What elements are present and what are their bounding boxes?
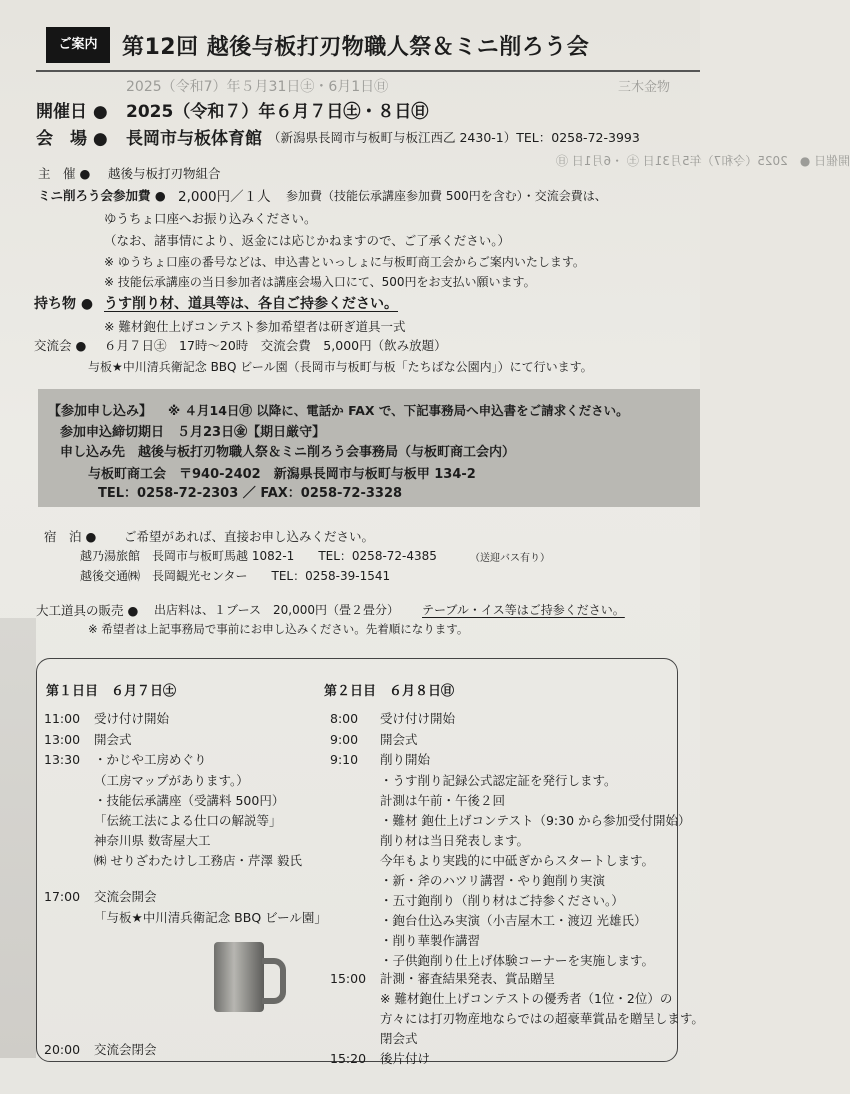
schedule-text: ・難材 鉋仕上げコンテスト（9:30 から参加受付開始） bbox=[380, 813, 691, 828]
schedule-row bbox=[330, 831, 529, 849]
bring-value: うす削り材、道具等は、各自ご持参ください。 bbox=[104, 296, 398, 312]
stay-inn-1: 越乃湯旅館 長岡市与板町馬越 1082-1 TEL：0258-72-4385 bbox=[80, 549, 437, 563]
stay-intro: ご希望があれば、直接お申し込みください。 bbox=[124, 529, 375, 544]
schedule-text: 開会式 bbox=[94, 732, 132, 747]
date-value: 2025（令和７）年６月７日㊏・８日㊐ bbox=[126, 102, 429, 122]
fee-line-4: ※ 技能伝承講座の当日参加者は講座会場入口にて、500円をお支払い願います。 bbox=[104, 275, 536, 289]
schedule-text: 受け付け開始 bbox=[94, 711, 170, 726]
schedule-row bbox=[44, 791, 284, 809]
schedule-time: 17:00 bbox=[44, 889, 81, 904]
schedule-row bbox=[330, 951, 654, 969]
venue-label: 会 場 ● bbox=[36, 124, 108, 149]
tools-sale-label: 大工道具の販売 ● bbox=[36, 601, 138, 619]
fee-line-3: ※ ゆうちょ口座の番号などは、申込書といっしょに与板町商工会からご案内いたします。 bbox=[104, 255, 585, 269]
schedule-text: 削り材は当日発表します。 bbox=[380, 833, 530, 848]
schedule-row bbox=[330, 709, 455, 727]
schedule-text: 「伝統工法による仕口の解説等」 bbox=[94, 813, 282, 828]
schedule-time: 9:00 bbox=[330, 732, 359, 747]
tools-sale-value-underlined: テーブル・イス等はご持参ください。 bbox=[422, 603, 625, 617]
schedule-text: 「与板★中川清兵衛記念 BBQ ビール園」 bbox=[94, 910, 327, 925]
schedule-row bbox=[44, 887, 157, 905]
schedule-row bbox=[330, 791, 505, 809]
notice-badge: ご案内 bbox=[46, 27, 110, 63]
schedule-text: ㈱ せりざわたけし工務店・芹澤 毅氏 bbox=[94, 853, 302, 868]
stay-inn-1-note: （送迎バス有り） bbox=[470, 553, 550, 564]
tools-sale-value: 出店料は、１ブース 20,000円（畳２畳分） bbox=[154, 603, 400, 617]
schedule-time: 15:20 bbox=[330, 1051, 367, 1066]
party-label: 交流会 ● bbox=[34, 336, 86, 354]
stay-label: 宿 泊 ● bbox=[44, 527, 96, 545]
schedule-text: 神奈川県 数寄屋大工 bbox=[94, 833, 211, 848]
bleed-through-ad bbox=[0, 618, 36, 1058]
fee-line-1: ゆうちょ口座へお振り込みください。 bbox=[104, 211, 317, 226]
schedule-text: ・削り華製作講習 bbox=[380, 933, 481, 948]
stay-inn-2: 越後交通㈱ 長岡観光センター TEL：0258-39-1541 bbox=[80, 569, 391, 583]
schedule-text: ・子供鉋削り仕上げ体験コーナーを実施します。 bbox=[380, 953, 655, 968]
fee-label: ミニ削ろう会参加費 ● bbox=[38, 186, 166, 204]
schedule-row bbox=[44, 1040, 157, 1058]
schedule-text: 削り開始 bbox=[380, 752, 431, 767]
schedule-text: 受け付け開始 bbox=[380, 711, 456, 726]
schedule-text: 計測は午前・午後２回 bbox=[380, 793, 506, 808]
schedule-row bbox=[330, 1029, 418, 1047]
apply-note: ※ ４月14日㊊ 以降に、電話か FAX で、下記事務局へ申込書をご請求ください。 bbox=[168, 403, 629, 418]
schedule-row bbox=[330, 771, 617, 789]
schedule-row bbox=[330, 851, 654, 869]
schedule-time: 8:00 bbox=[330, 711, 359, 726]
schedule-row bbox=[330, 1049, 430, 1067]
bring-label: 持ち物 ● bbox=[34, 293, 93, 313]
date-label: 開催日 ● bbox=[36, 97, 108, 122]
schedule-row bbox=[330, 811, 691, 829]
schedule-text: ・技能伝承講座（受講料 500円） bbox=[94, 793, 285, 808]
bleed-text-2: 三木金物 bbox=[618, 80, 671, 95]
beer-mug-handle bbox=[262, 958, 286, 1004]
schedule-text: 計測・審査結果発表、賞品贈呈 bbox=[380, 971, 556, 986]
schedule-row bbox=[330, 969, 555, 987]
schedule-row bbox=[44, 750, 207, 768]
schedule-time: 13:00 bbox=[44, 732, 81, 747]
schedule-row bbox=[330, 1009, 704, 1027]
schedule-time: 13:30 bbox=[44, 752, 81, 767]
apply-deadline: 参加申込締切期日 ５月23日㊎【期日厳守】 bbox=[60, 425, 326, 440]
fee-amount: 2,000円／１人 bbox=[178, 189, 271, 205]
schedule-row bbox=[44, 831, 210, 849]
schedule-text: 今年もより実践的に中砥ぎからスタートします。 bbox=[380, 853, 655, 868]
page-title: 第12回 越後与板打刃物職人祭＆ミニ削ろう会 bbox=[122, 35, 590, 60]
apply-title: 【参加申し込み】 bbox=[48, 404, 153, 419]
schedule-text: 後片付け bbox=[380, 1051, 431, 1066]
schedule-row bbox=[44, 908, 327, 926]
schedule-text: ・新・斧のハツリ講習・やり鉋削り実演 bbox=[380, 873, 606, 888]
schedule-text: 開会式 bbox=[380, 732, 418, 747]
schedule-text: ※ 難材鉋仕上げコンテストの優秀者（1位・2位）の bbox=[380, 991, 673, 1006]
schedule-row bbox=[44, 730, 132, 748]
apply-to: 申し込み先 越後与板打刃物職人祭＆ミニ削ろう会事務局（与板町商工会内） bbox=[60, 445, 516, 460]
apply-address: 与板町商工会 〒940-2402 新潟県長岡市与板町与板甲 134-2 bbox=[88, 467, 476, 482]
schedule-row bbox=[44, 811, 282, 829]
venue-name: 長岡市与板体育館 bbox=[126, 129, 262, 149]
schedule-row bbox=[330, 750, 430, 768]
organizer-label: 主 催 ● bbox=[38, 164, 90, 182]
schedule-text: ・かじや工房めぐり bbox=[94, 752, 207, 767]
schedule-time: 9:10 bbox=[330, 752, 359, 767]
schedule-time: 20:00 bbox=[44, 1042, 81, 1057]
schedule-text: 方々には打刃物産地ならではの超豪華賞品を贈呈します。 bbox=[380, 1011, 704, 1026]
day1-heading: 第１日目 ６月７日㊏ bbox=[46, 684, 177, 699]
schedule-text: 交流会開会 bbox=[94, 889, 157, 904]
schedule-row bbox=[44, 771, 249, 789]
party-value: ６月７日㊏ 17時～20時 交流会費 5,000円（飲み放題） bbox=[104, 338, 447, 353]
apply-contact: TEL：0258-72-2303 ／ FAX：0258-72-3328 bbox=[98, 486, 403, 501]
schedule-text: ・五寸鉋削り（削り材はご持参ください。） bbox=[380, 893, 624, 908]
schedule-row bbox=[44, 851, 302, 869]
schedule-row bbox=[330, 891, 624, 909]
schedule-row bbox=[330, 989, 672, 1007]
party-place: 与板★中川清兵衛記念 BBQ ビール園（長岡市与板町与板「たちばな公園内」）にて行います。 bbox=[88, 360, 593, 374]
bleed-text-1: 2025（令和7）年５月31日㊏・6月1日㊐ bbox=[126, 79, 389, 95]
bleed-text-3: 開催日 ● 2025（令和7）年5月31日 ㊏ ・6月1日 ㊐ bbox=[556, 154, 850, 168]
day2-heading: 第２日目 ６月８日㊐ bbox=[324, 684, 455, 699]
schedule-row bbox=[330, 871, 605, 889]
bring-note: ※ 難材鉋仕上げコンテスト参加希望者は研ぎ道具一式 bbox=[104, 319, 406, 334]
schedule-row bbox=[44, 709, 169, 727]
fee-line-2: （なお、諸事情により、返金には応じかねますので、ご了承ください。） bbox=[104, 233, 511, 248]
schedule-row bbox=[330, 730, 418, 748]
venue-address: （新潟県長岡市与板町与板江西乙 2430-1）TEL：0258-72-3993 bbox=[268, 130, 640, 145]
schedule-row bbox=[330, 931, 480, 949]
beer-mug-image bbox=[214, 942, 264, 1012]
tools-sale-note: ※ 希望者は上記事務局で事前にお申し込みください。先着順になります。 bbox=[88, 622, 469, 636]
schedule-time: 15:00 bbox=[330, 971, 367, 986]
fee-detail: 参加費（技能伝承講座参加費 500円を含む）・交流会費は、 bbox=[286, 189, 607, 203]
schedule-text: ・うす削り記録公式認定証を発行します。 bbox=[380, 773, 617, 788]
schedule-text: （工房マップがあります。） bbox=[94, 773, 249, 788]
organizer-value: 越後与板打刃物組合 bbox=[108, 166, 221, 181]
schedule-time: 11:00 bbox=[44, 711, 81, 726]
schedule-text: ・鉋台仕込み実演（小吉屋木工・渡辺 光雄氏） bbox=[380, 913, 647, 928]
schedule-row bbox=[330, 911, 646, 929]
title-divider bbox=[36, 70, 700, 72]
schedule-text: 閉会式 bbox=[380, 1031, 418, 1046]
schedule-text: 交流会閉会 bbox=[94, 1042, 157, 1057]
